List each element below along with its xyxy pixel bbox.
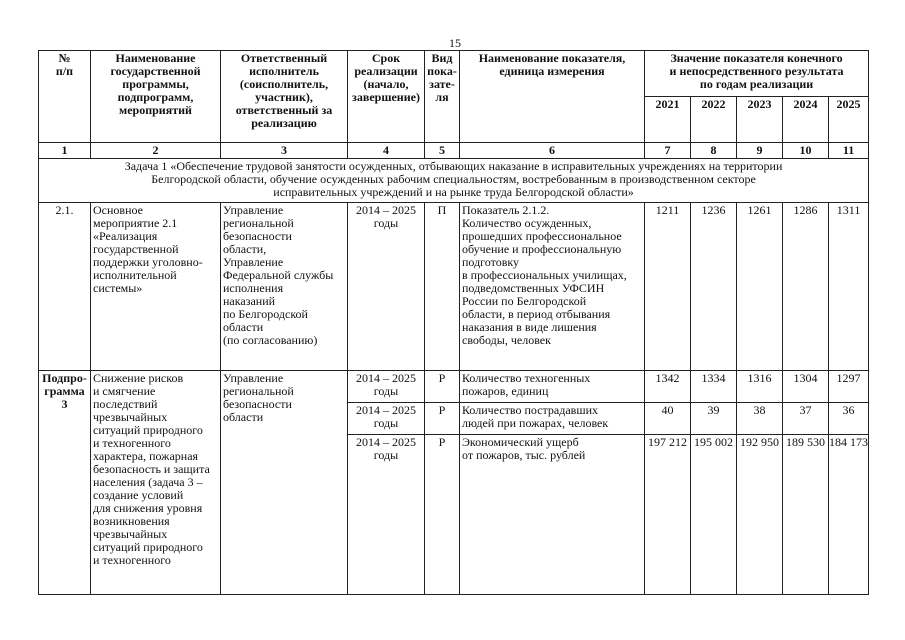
subprogram-executor: Управление региональной безопасности области	[221, 371, 348, 595]
value-2022: 39	[691, 403, 737, 435]
year-2023: 2023	[737, 97, 783, 143]
header-executor: Ответственный исполнитель (соисполнитель, участник), ответственный за реализацию	[221, 51, 348, 143]
column-number: 1	[39, 143, 91, 159]
value-2025: 184 173	[829, 435, 869, 595]
year-2024: 2024	[783, 97, 829, 143]
period: 2014 – 2025 годы	[348, 403, 425, 435]
header-values: Значение показателя конечного и непосредственного результата по годам реализации	[645, 51, 869, 97]
indicator-type: Р	[425, 371, 460, 403]
value-2021: 197 212	[645, 435, 691, 595]
indicator-type: П	[425, 203, 460, 371]
value-2023: 1316	[737, 371, 783, 403]
value-2023: 192 950	[737, 435, 783, 595]
value-2025: 1311	[829, 203, 869, 371]
measure-name: Основное мероприятие 2.1 «Реализация государственной поддержки уголовно- исполнительной системы»	[91, 203, 221, 371]
column-number: 7	[645, 143, 691, 159]
period: 2014 – 2025 годы	[348, 203, 425, 371]
indicator-name: Количество пострадавших людей при пожарах, человек	[460, 403, 645, 435]
column-number: 6	[460, 143, 645, 159]
header-program-name: Наименование государственной программы, подпрограмм, мероприятий	[91, 51, 221, 143]
executor: Управление региональной безопасности области, Управление Федеральной службы исполнения наказаний по Белгородской области (по согласованию)	[221, 203, 348, 371]
column-numbers-row	[39, 143, 869, 159]
year-2021: 2021	[645, 97, 691, 143]
column-number: 2	[91, 143, 221, 159]
value-2022: 1236	[691, 203, 737, 371]
indicator-type: Р	[425, 403, 460, 435]
value-2021: 1342	[645, 371, 691, 403]
value-2023: 38	[737, 403, 783, 435]
column-number: 10	[783, 143, 829, 159]
header-period: Срок реализации (начало, завершение)	[348, 51, 425, 143]
column-number: 11	[829, 143, 869, 159]
value-2025: 36	[829, 403, 869, 435]
value-2022: 1334	[691, 371, 737, 403]
year-2025: 2025	[829, 97, 869, 143]
value-2021: 40	[645, 403, 691, 435]
column-number: 5	[425, 143, 460, 159]
period: 2014 – 2025 годы	[348, 435, 425, 595]
program-indicators-table	[38, 50, 869, 595]
column-number: 9	[737, 143, 783, 159]
value-2022: 195 002	[691, 435, 737, 595]
value-2024: 1286	[783, 203, 829, 371]
year-2022: 2022	[691, 97, 737, 143]
value-2024: 37	[783, 403, 829, 435]
column-number: 4	[348, 143, 425, 159]
header-row	[39, 51, 869, 97]
task-row	[39, 159, 869, 203]
row-number: 2.1.	[39, 203, 91, 371]
indicator-type: Р	[425, 435, 460, 595]
subprogram-name: Снижение рисков и смягчение последствий чрезвычайных ситуаций природного и техногенного характера, пожарная безопасность и защита населения (задача 3 – создание условий для снижения уровня возникновения чрезвычайных ситуаций природного и техногенного	[91, 371, 221, 595]
indicator-name: Экономический ущерб от пожаров, тыс. рублей	[460, 435, 645, 595]
subprogram-number: Подпро- грамма 3	[39, 371, 91, 595]
header-indicator-name: Наименование показателя, единица измерения	[460, 51, 645, 143]
value-2024: 1304	[783, 371, 829, 403]
indicator-name: Количество техногенных пожаров, единиц	[460, 371, 645, 403]
header-number: № п/п	[39, 51, 91, 143]
value-2023: 1261	[737, 203, 783, 371]
table-row-2-1	[39, 203, 869, 371]
task-1-text: Задача 1 «Обеспечение трудовой занятости осужденных, отбывающих наказание в исправительных учреждениях на территории Белгородской области, обучение осужденных рабочим специальностям, востребованным в производственном секторе исправительных учреждений и на рынке труда Белгородской области»	[39, 159, 869, 203]
value-2025: 1297	[829, 371, 869, 403]
header-indicator-type: Вид пока- зате- ля	[425, 51, 460, 143]
column-number: 8	[691, 143, 737, 159]
indicator-name: Показатель 2.1.2. Количество осужденных, прошедших профессиональное обучение и профессиональную подготовку в профессиональных училищах, подведомственных УФСИН России по Белгородской области, в период отбывания наказания в виде лишения свободы, человек	[460, 203, 645, 371]
value-2024: 189 530	[783, 435, 829, 595]
value-2021: 1211	[645, 203, 691, 371]
column-number: 3	[221, 143, 348, 159]
period: 2014 – 2025 годы	[348, 371, 425, 403]
table-row-subprogram-3	[39, 371, 869, 403]
page-number: 15	[449, 36, 461, 50]
